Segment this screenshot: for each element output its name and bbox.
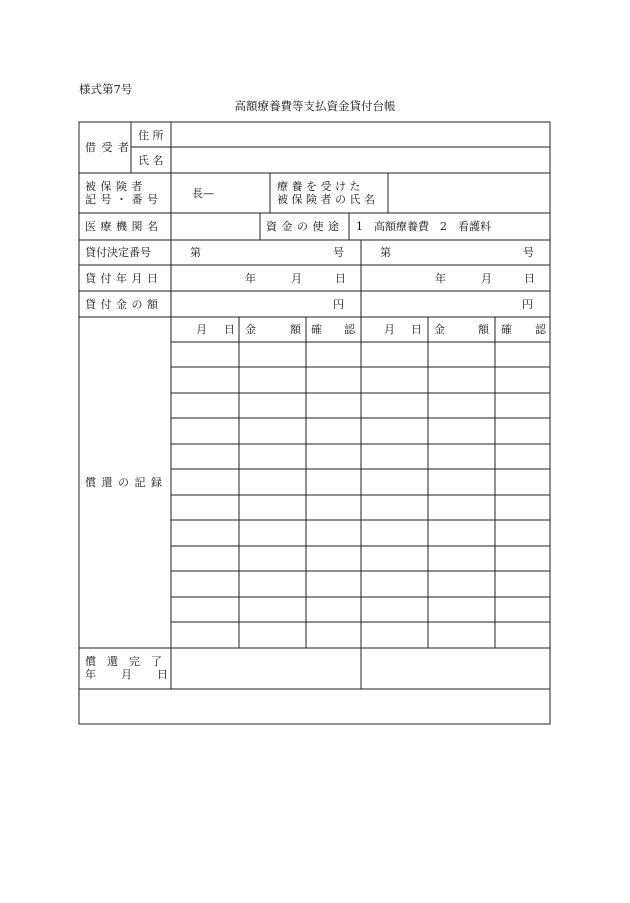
insured-number-value[interactable]: 長—	[192, 187, 214, 200]
repay-col-month-2: 月	[384, 323, 395, 336]
form-number: 様式第7号	[79, 82, 133, 96]
repay-col-amount-a-1: 金	[245, 323, 256, 336]
repay-col-confirm-b-2: 認	[535, 323, 546, 336]
repay-col-confirm-a-1: 確	[311, 323, 322, 336]
loan-number-label: 貸付決定番号	[85, 246, 151, 259]
completion-label-line1: 償 還 完 了	[85, 655, 162, 668]
address-field[interactable]	[172, 123, 549, 146]
form-border	[79, 122, 550, 724]
loan-date-month-1: 月	[291, 272, 302, 285]
fund-use-label: 資 金 の 使 途	[266, 220, 340, 233]
repay-col-confirm-a-2: 確	[501, 323, 512, 336]
completion-year: 年	[85, 668, 96, 681]
loan-number-suffix-1: 号	[333, 246, 344, 259]
loan-number-prefix-1: 第	[190, 246, 201, 259]
loan-amount-unit-1: 円	[333, 298, 344, 311]
loan-date-month-2: 月	[481, 272, 492, 285]
repay-col-day-2: 日	[411, 323, 422, 336]
borrower-label: 借 受 者	[85, 141, 130, 154]
repay-col-month-1: 月	[196, 323, 207, 336]
fund-use-value: 1 高額療養費 2 看護料	[356, 220, 491, 233]
name-field[interactable]	[172, 148, 549, 172]
insured-label-line2: 記 号 ・ 番 号	[85, 193, 159, 206]
completion-month: 月	[121, 668, 132, 681]
facility-label: 医 療 機 関 名	[85, 220, 159, 233]
loan-amount-label: 貸 付 金 の 額	[85, 298, 159, 311]
loan-number-suffix-2: 号	[523, 246, 534, 259]
loan-date-day-1: 日	[335, 272, 346, 285]
loan-date-year-1: 年	[245, 272, 256, 285]
repay-col-amount-a-2: 金	[434, 323, 445, 336]
name-label: 氏 名	[138, 154, 164, 167]
repay-col-amount-b-2: 額	[478, 323, 489, 336]
loan-date-label: 貸 付 年 月 日	[85, 272, 159, 285]
completion-field-1[interactable]	[172, 649, 360, 688]
repay-col-confirm-b-1: 認	[344, 323, 355, 336]
recipient-label-line2: 被 保 険 者 の 氏 名	[277, 193, 375, 206]
loan-date-day-2: 日	[524, 272, 535, 285]
recipient-label-line1: 療 養 を 受 け た	[277, 180, 361, 193]
repay-col-day-1: 日	[224, 323, 235, 336]
remarks-field[interactable]	[80, 690, 549, 723]
repay-col-amount-b-1: 額	[290, 323, 301, 336]
page-title: 高額療養費等支払資金貸付台帳	[234, 99, 396, 113]
insured-label-line1: 被 保 険 者	[85, 180, 143, 193]
facility-field[interactable]	[172, 214, 259, 239]
address-label: 住 所	[138, 129, 164, 142]
completion-day: 日	[157, 668, 168, 681]
repayment-label: 償 還 の 記 録	[85, 476, 163, 489]
loan-amount-unit-2: 円	[522, 298, 533, 311]
completion-field-2[interactable]	[362, 649, 549, 688]
recipient-name-field[interactable]	[389, 174, 549, 212]
loan-number-prefix-2: 第	[380, 246, 391, 259]
loan-date-year-2: 年	[435, 272, 446, 285]
